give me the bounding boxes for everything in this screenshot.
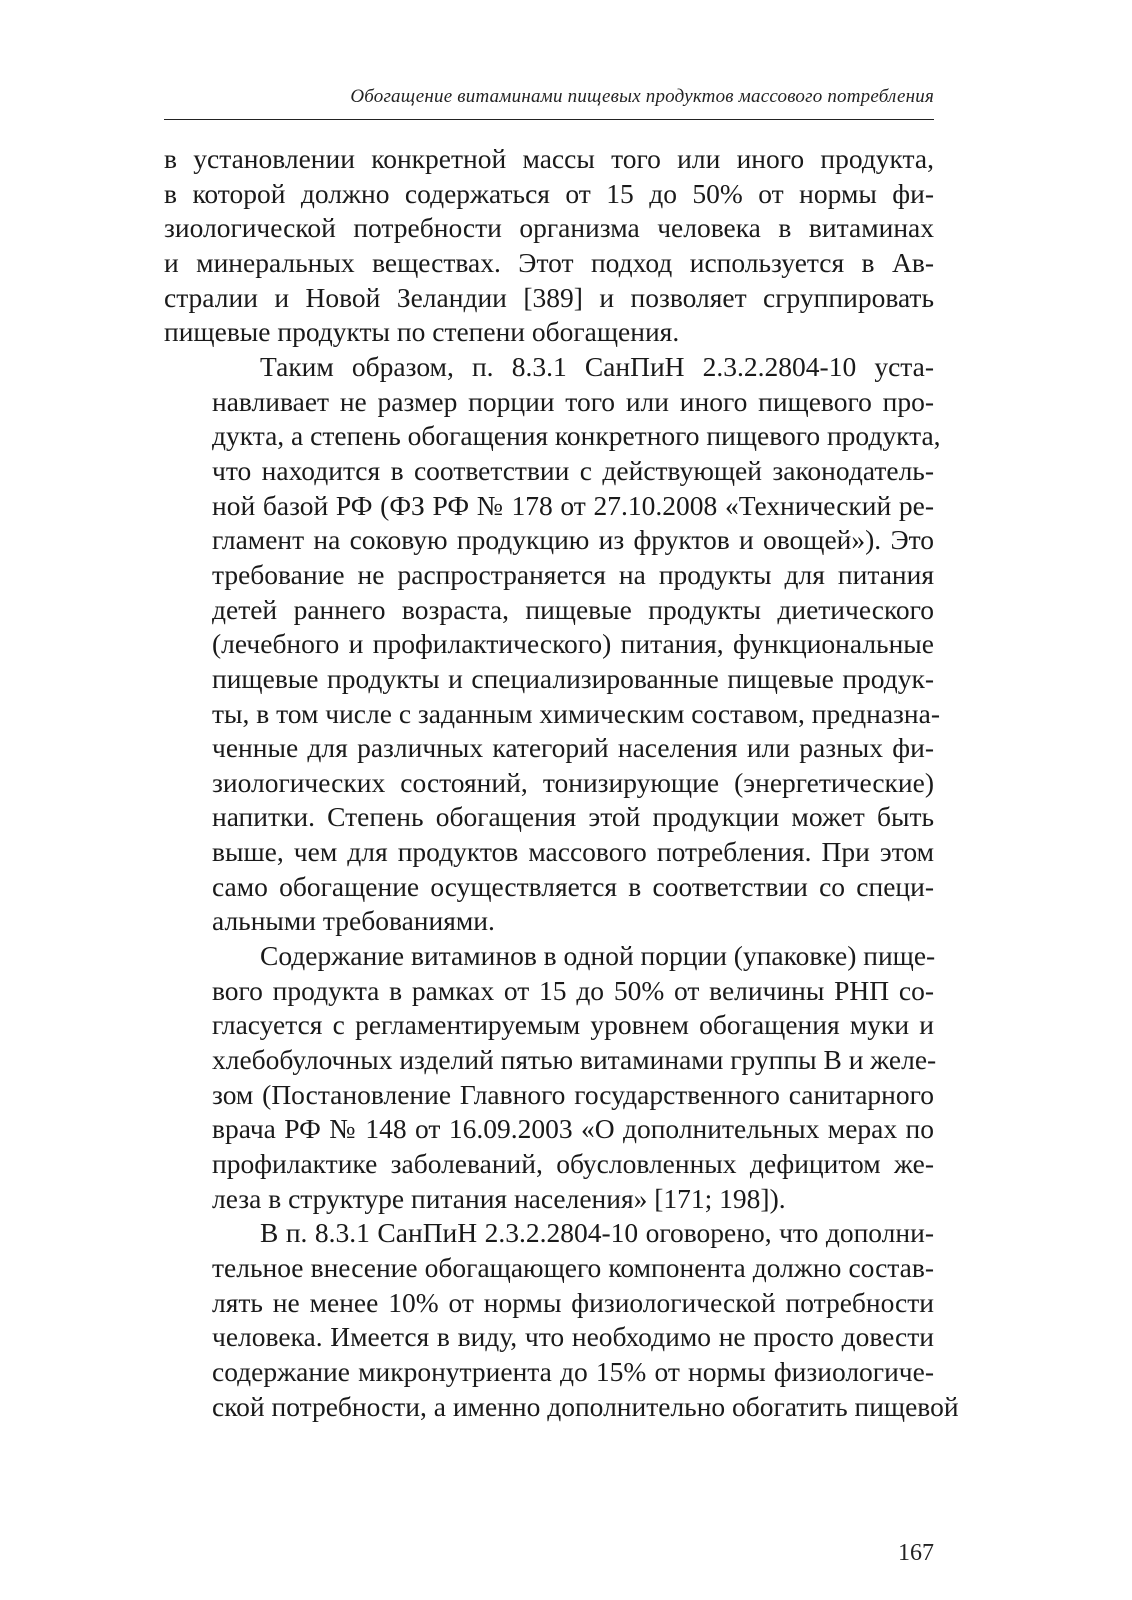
text-line: альными требованиями.: [212, 905, 495, 937]
text-line: вого продукта в рамках от 15 до 50% от величины РНП со-: [212, 974, 934, 1006]
text-line: тельное внесение обогащающего компонента должно состав-: [212, 1252, 934, 1283]
text-line: гламент на соковую продукцию из фруктов и овощей»). Это: [212, 524, 934, 556]
text-line: хлебобулочных изделий пятью витаминами группы В и желе-: [212, 1044, 937, 1076]
text-line: пищевые продукты и специализированные пищевые продук-: [212, 662, 934, 694]
text-line: зиологической потребности организма человека в витаминах: [164, 212, 934, 244]
text-line: человека. Имеется в виду, что необходимо не просто довести: [212, 1321, 934, 1353]
text-line: леза в структуре питания населения» [171; 198]).: [212, 1182, 786, 1214]
text-line: Содержание витаминов в одной порции (упаковке) пище-: [260, 940, 936, 972]
text-line: детей раннего возраста, пищевые продукты диетического: [212, 593, 934, 625]
text-line: дукта, а степень обогащения конкретного пищевого продукта,: [212, 420, 941, 452]
text-line: лять не менее 10% от нормы физиологической потребности: [212, 1286, 934, 1318]
text-line: само обогащение осуществляется в соответствии со специ-: [212, 870, 934, 902]
text-line: В п. 8.3.1 СанПиН 2.3.2.2804-10 оговорено, что дополни-: [260, 1217, 934, 1249]
text-line: гласуется с регламентируемым уровнем обогащения муки и: [212, 1009, 934, 1041]
paragraph: [164, 1216, 959, 1424]
paragraph: [164, 939, 937, 1216]
text-line: Таким образом, п. 8.3.1 СанПиН 2.3.2.2804-10 уста-: [260, 350, 934, 382]
text-line: и минеральных веществах. Этот подход используется в Ав-: [164, 246, 934, 278]
text-line: что находится в соответствии с действующей законодатель-: [212, 454, 934, 486]
text-line: (лечебного и профилактического) питания, функциональные: [212, 628, 934, 660]
text-line: ной базой РФ (ФЗ РФ № 178 от 27.10.2008 «Технический ре-: [212, 489, 934, 521]
text-line: ченные для различных категорий населения или разных фи-: [212, 732, 934, 764]
text-line: навливает не размер порции того или иного пищевого про-: [212, 385, 934, 417]
text-line: зиологических состояний, тонизирующие (энергетические): [212, 766, 934, 798]
text-line: пищевые продукты по степени обогащения.: [164, 316, 680, 348]
text-line: врача РФ № 148 от 16.09.2003 «О дополнительных мерах по: [212, 1113, 934, 1145]
body-text: [164, 142, 959, 1424]
text-line: требование не распространяется на продукты для питания: [212, 558, 934, 590]
text-line: профилактике заболеваний, обусловленных дефицитом же-: [212, 1148, 934, 1180]
text-line: стралии и Новой Зеландии [389] и позволяет сгруппировать: [164, 281, 934, 313]
running-header: Обогащение витаминами пищевых продуктов массового потребления: [350, 86, 934, 107]
text-line: в которой должно содержаться от 15 до 50% от нормы фи-: [164, 177, 934, 209]
page-number: 167: [898, 1540, 934, 1566]
header-rule: [164, 119, 934, 120]
text-line: ской потребности, а именно дополнительно обогатить пищевой: [212, 1390, 959, 1422]
text-line: выше, чем для продуктов массового потребления. При этом: [212, 836, 934, 868]
text-line: в установлении конкретной массы того или иного продукта,: [164, 143, 934, 174]
text-line: ты, в том числе с заданным химическим составом, предназна-: [212, 697, 940, 729]
text-line: содержание микронутриента до 15% от нормы физиологиче-: [212, 1355, 934, 1387]
text-line: напитки. Степень обогащения этой продукции может быть: [212, 801, 934, 833]
paragraph: [164, 142, 934, 350]
paragraph: [164, 350, 941, 939]
text-line: зом (Постановление Главного государственного санитарного: [212, 1078, 934, 1110]
